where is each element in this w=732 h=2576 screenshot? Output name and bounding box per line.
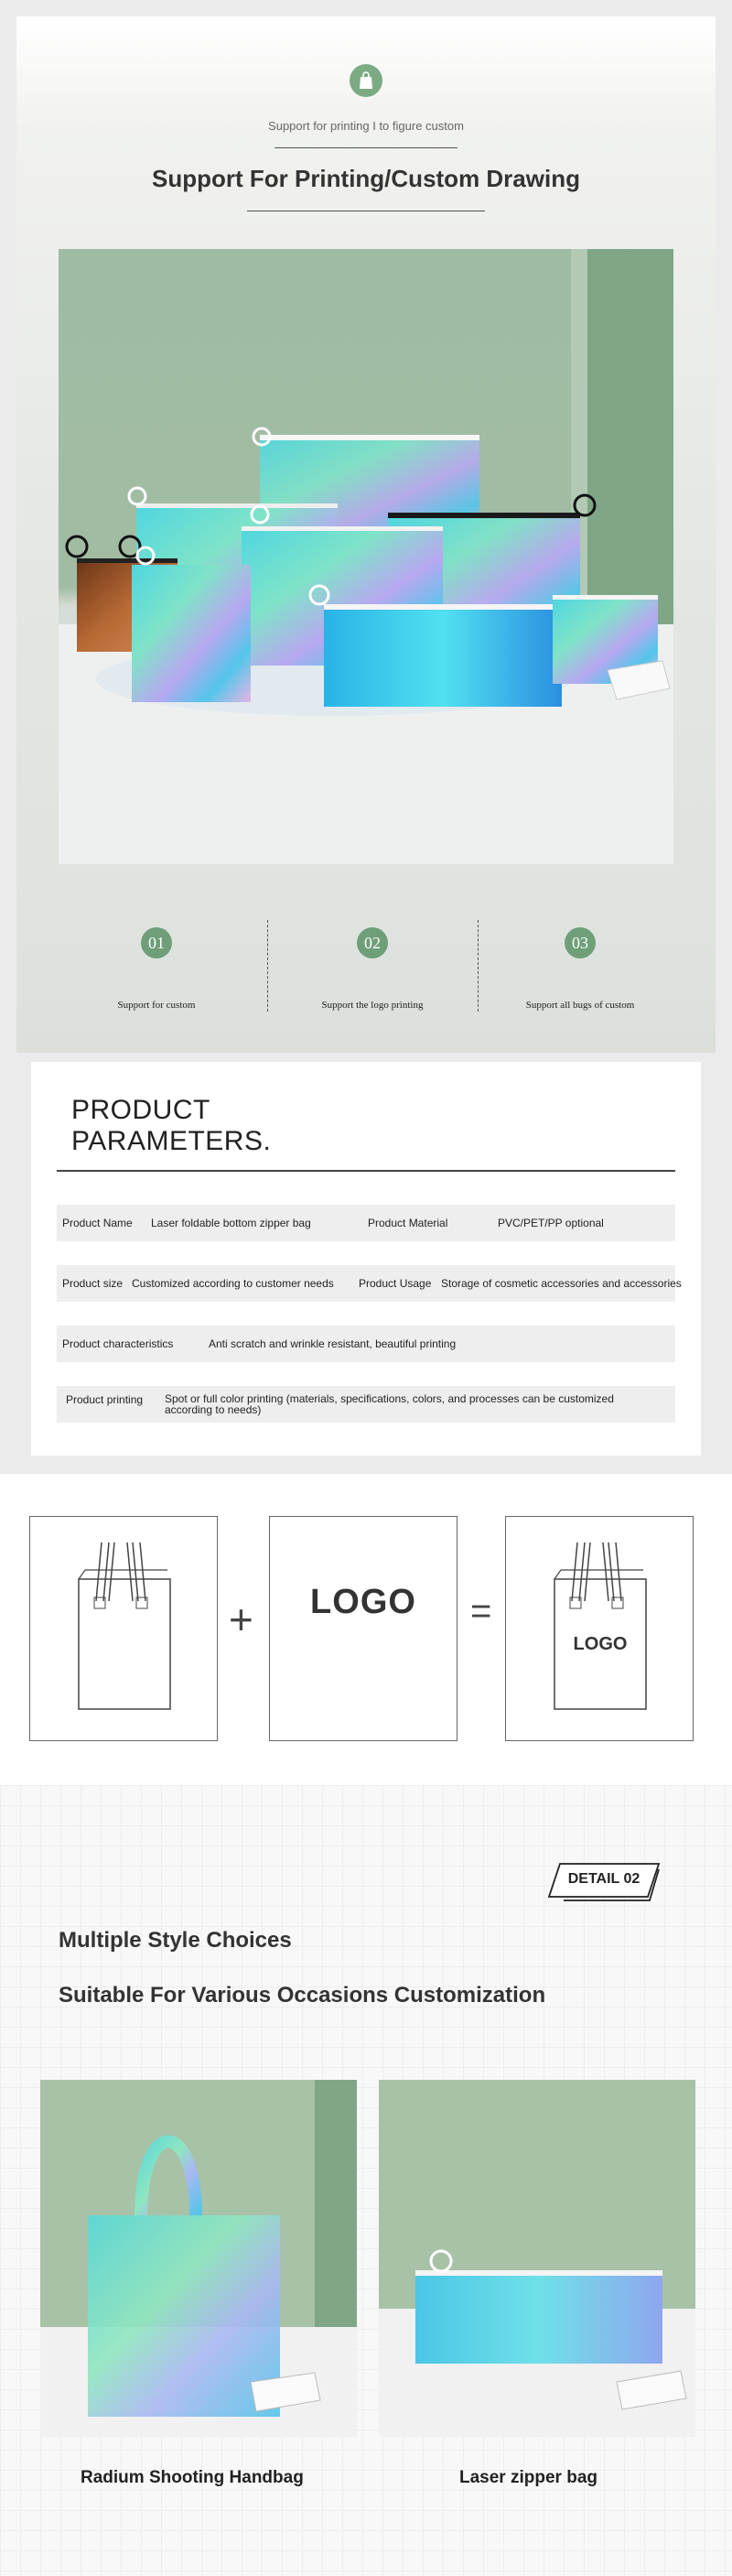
param-value: according to needs) [165, 1403, 262, 1416]
printed-bag-box [505, 1516, 694, 1741]
param-label: Product printing [66, 1393, 144, 1406]
param-value: PVC/PET/PP optional [498, 1217, 604, 1229]
bag-icon-badge [350, 64, 382, 97]
plain-bag-box [29, 1516, 218, 1741]
param-value: Laser foldable bottom zipper bag [151, 1217, 311, 1229]
parameters-title-line2: PARAMETERS. [71, 1126, 272, 1156]
parameters-divider [57, 1170, 675, 1172]
dashed-divider [267, 920, 268, 1012]
handbag-caption: Radium Shooting Handbag [81, 2468, 304, 2487]
step-badge-03: 03 [565, 927, 596, 958]
product-parameters [31, 1062, 701, 1456]
param-label: Product Name [62, 1217, 133, 1229]
param-row [57, 1265, 682, 1302]
tote-bag-icon [30, 1517, 219, 1742]
styles-subtitle: Suitable For Various Occasions Customization [59, 1983, 546, 2008]
detail-tag [547, 1860, 661, 1906]
zipper-bag-caption: Laser zipper bag [459, 2468, 597, 2487]
param-label: Product size [62, 1277, 124, 1290]
step-badge-02: 02 [357, 927, 388, 958]
logo-text: LOGO [310, 1583, 416, 1621]
param-value: Anti scratch and wrinkle resistant, beautiful printing [209, 1337, 457, 1350]
bag-logo-text: LOGO [573, 1634, 628, 1654]
divider [274, 147, 458, 148]
zipper-bag-photo [379, 2080, 695, 2437]
param-row [57, 1326, 675, 1362]
plus-sign: + [229, 1596, 253, 1643]
style-choices-section [0, 1785, 732, 2576]
param-row [57, 1386, 675, 1423]
detail-tag-label: DETAIL 02 [567, 1871, 640, 1887]
custom-title: Support For Printing/Custom Drawing [152, 165, 580, 192]
parameters-title [71, 1095, 271, 1157]
param-value: Spot or full color printing (materials, specifications, colors, and processes can be customized [165, 1392, 614, 1405]
styles-title: Multiple Style Choices [59, 1928, 292, 1953]
dashed-divider [478, 920, 479, 1012]
tote-bag-with-logo-icon [506, 1517, 694, 1742]
holographic-handbag-illustration [40, 2080, 357, 2437]
handbag-photo [40, 2080, 357, 2437]
step-label-03: Support all bugs of custom [525, 1000, 635, 1011]
step-label-01: Support for custom [117, 1000, 196, 1011]
holographic-zipper-bag-illustration [379, 2080, 695, 2437]
equals-sign: = [470, 1591, 492, 1631]
logo-box [269, 1516, 458, 1741]
param-label: Product Usage [359, 1277, 432, 1290]
shopping-bag-icon [358, 71, 374, 90]
param-label: Product Material [368, 1217, 448, 1229]
holographic-bags-illustration [59, 249, 673, 864]
param-label: Product characteristics [62, 1337, 174, 1350]
param-row [57, 1205, 675, 1241]
step-label-02: Support the logo printing [321, 1000, 424, 1011]
custom-subtitle: Support for printing I to figure custom [268, 119, 464, 133]
parameters-title-line1: PRODUCT [71, 1095, 210, 1125]
hero-product-photo [59, 249, 673, 864]
param-value: Storage of cosmetic accessories and accessories [441, 1277, 682, 1290]
step-badge-01: 01 [141, 927, 172, 958]
param-value: Customized according to customer needs [132, 1277, 334, 1290]
